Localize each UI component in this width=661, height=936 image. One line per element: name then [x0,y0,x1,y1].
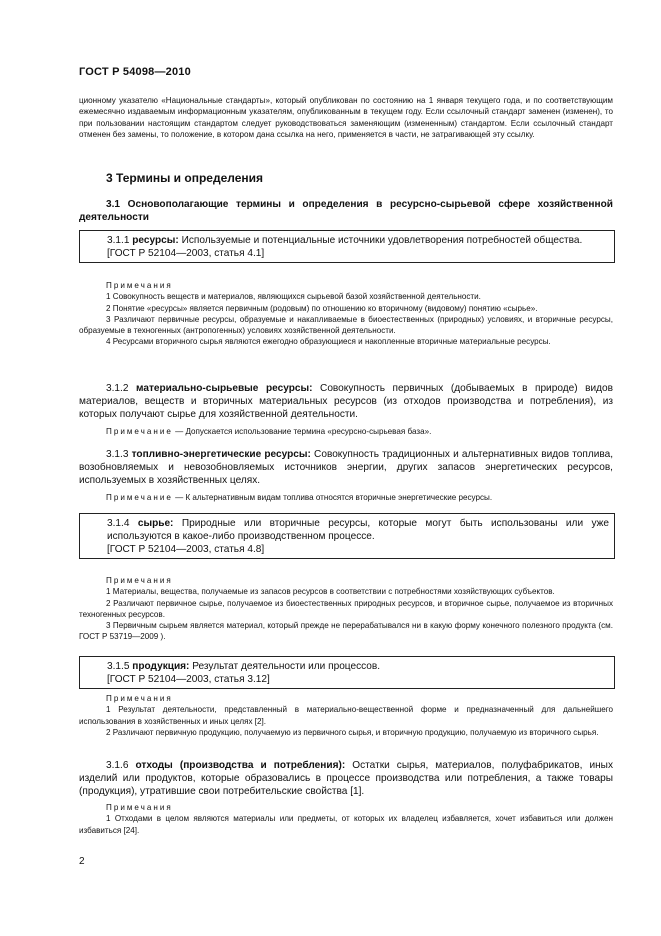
note-item: 2 Различают первичное сырье, получаемое из биоестественных природных ресурсов, и вторичное сырье, получаемое из вторичных техногенных ресурсов. [79,598,613,619]
term-definition: Природные или вторичные ресурсы, которые могут быть использованы или уже используются в какое-либо производственном процессе. [107,518,609,542]
term-name: продукция: [132,661,190,672]
term-3-1-6-block [79,759,613,836]
note-item: 1 Материалы, вещества, получаемые из запасов ресурсов в соответствии с потребностями хозяйствующих субъектов. [106,587,555,597]
notes-heading: Примечания [106,281,173,290]
note-label: Примечание [106,493,173,502]
term-name: сырье: [137,518,174,529]
term-number: 3.1.4 [107,518,130,529]
term-3-1-5 [107,660,609,673]
note-item: 3 Первичным сырьем является материал, который прежде не перерабатывался ни в какую форму конечного полезного продукта (см. ГОСТ Р 53719—2009 ). [79,621,613,642]
notes-3-1-5 [79,693,613,738]
term-name: материально-сырьевые ресурсы: [136,383,313,394]
note-item: 2 Понятие «ресурсы» является первичным (родовым) по отношению ко вторичному (видовому) понятию «сырье». [106,303,538,313]
notes-3-1-1 [79,280,613,348]
term-3-1-6 [79,759,613,798]
term-number: 3.1.6 [106,760,129,771]
notes-3-1-4 [79,575,613,643]
note-item: 1 Результат деятельности, представленный в материально-вещественной форме и предназначенный для дальнейшего использования в хозяйственных и иных целях [2]. [79,705,613,726]
term-source-ref: [ГОСТ Р 52104—2003, статья 4.8] [107,544,265,555]
term-definition: Используемые и потенциальные источники удовлетворения потребностей общества. [181,235,583,246]
term-note [79,492,613,503]
term-number: 3.1.3 [106,449,129,460]
term-3-1-1 [107,234,609,247]
note-text: — К альтернативным видам топлива относятся вторичные энергетические ресурсы. [175,493,493,502]
note-item: 4 Ресурсами вторичного сырья являются ежегодно образующиеся и накопленные вторичные материальные ресурсы. [106,337,551,347]
note-item: 1 Отходами в целом являются материалы или предметы, от которых их владелец избавляется, хочет избавиться или должен избавиться [24]. [79,814,613,835]
term-definition: Совокупность первичных (добываемых в природе) видов материалов, веществ и вторичных материальных ресурсов (из отходов производства и потребления), из которых получают сырье для хозяйственной деятельности. [79,383,613,420]
term-name: топливно-энергетические ресурсы: [131,449,311,460]
term-name: ресурсы: [132,235,179,246]
notes-heading: Примечания [106,803,173,812]
intro-block [79,95,613,140]
term-note [79,426,613,437]
term-number: 3.1.2 [106,383,129,394]
term-3-1-4 [107,517,609,543]
term-source-ref: [ГОСТ Р 52104—2003, статья 3.12] [107,674,270,685]
term-definition: Остатки сырья, материалов, полуфабрикатов, иных изделий или продуктов, которые образовались в процессе производства или потребления, а также товары (продукция), утратившие свои потребительские свойства [1]. [79,760,613,797]
term-3-1-3-block [79,448,613,503]
note-text: — Допускается использование термина «ресурсно-сырьевая база». [175,427,432,436]
standard-code-header: ГОСТ Р 54098—2010 [79,66,191,78]
term-3-1-3 [79,448,613,487]
note-item: 1 Совокупность веществ и материалов, являющихся сырьевой базой хозяйственной деятельности. [106,292,481,302]
term-number: 3.1.5 [107,661,130,672]
section-title: 3 Термины и определения [106,171,264,185]
note-label: Примечание [106,427,173,436]
term-definition: Совокупность традиционных и альтернативных видов топлива, возобновляемых и невозобновляемых источников энергии, других запасов энергетических ресурсов, используемых в хозяйственных целях. [79,449,614,486]
note-item: 2 Различают первичную продукцию, получаемую из первичного сырья, и вторичную продукцию, получаемую из вторичного сырья. [106,727,599,737]
subsection-3-1-heading [79,198,613,224]
term-name: отходы (производства и потребления): [135,760,346,771]
term-3-1-2 [79,382,613,421]
term-box-3-1-1 [79,230,615,263]
subsection-title: 3.1 Основополагающие термины и определения в ресурсно-сырьевой сфере хозяйственной деятельности [79,199,613,223]
term-box-3-1-5 [79,656,615,689]
term-number: 3.1.1 [107,235,130,246]
term-3-1-2-block [79,382,613,437]
notes-heading: Примечания [106,694,173,703]
term-box-3-1-4 [79,513,615,559]
note-item: 3 Различают первичные ресурсы, образуемые и накапливаемые в биоестественных (природных) условиях, и вторичные ресурсы, образуемые в техногенных (антропогенных) условиях хозяйственной деятельности. [79,314,613,336]
term-definition: Результат деятельности или процессов. [192,661,381,672]
intro-paragraph: ционному указателю «Национальные стандарты», который опубликован по состоянию на 1 января текущего года, и по соответствующим ежемесячно издаваемым информационным указателям, опубликованным в текущем году. Если ссылочный стандарт заменен (изменен), то при пользовании настоящим стандартом следует руководствоваться заменяющим (измененным) стандартом. Если ссылочный стандарт отменен без замены, то положение, в котором дана ссылка на него, применяется в части, не затрагивающей эту ссылку. [79,96,613,139]
notes-heading: Примечания [106,576,173,585]
term-source-ref: [ГОСТ Р 52104—2003, статья 4.1] [107,248,265,259]
page-number: 2 [79,856,85,867]
section-3-heading [79,171,613,185]
